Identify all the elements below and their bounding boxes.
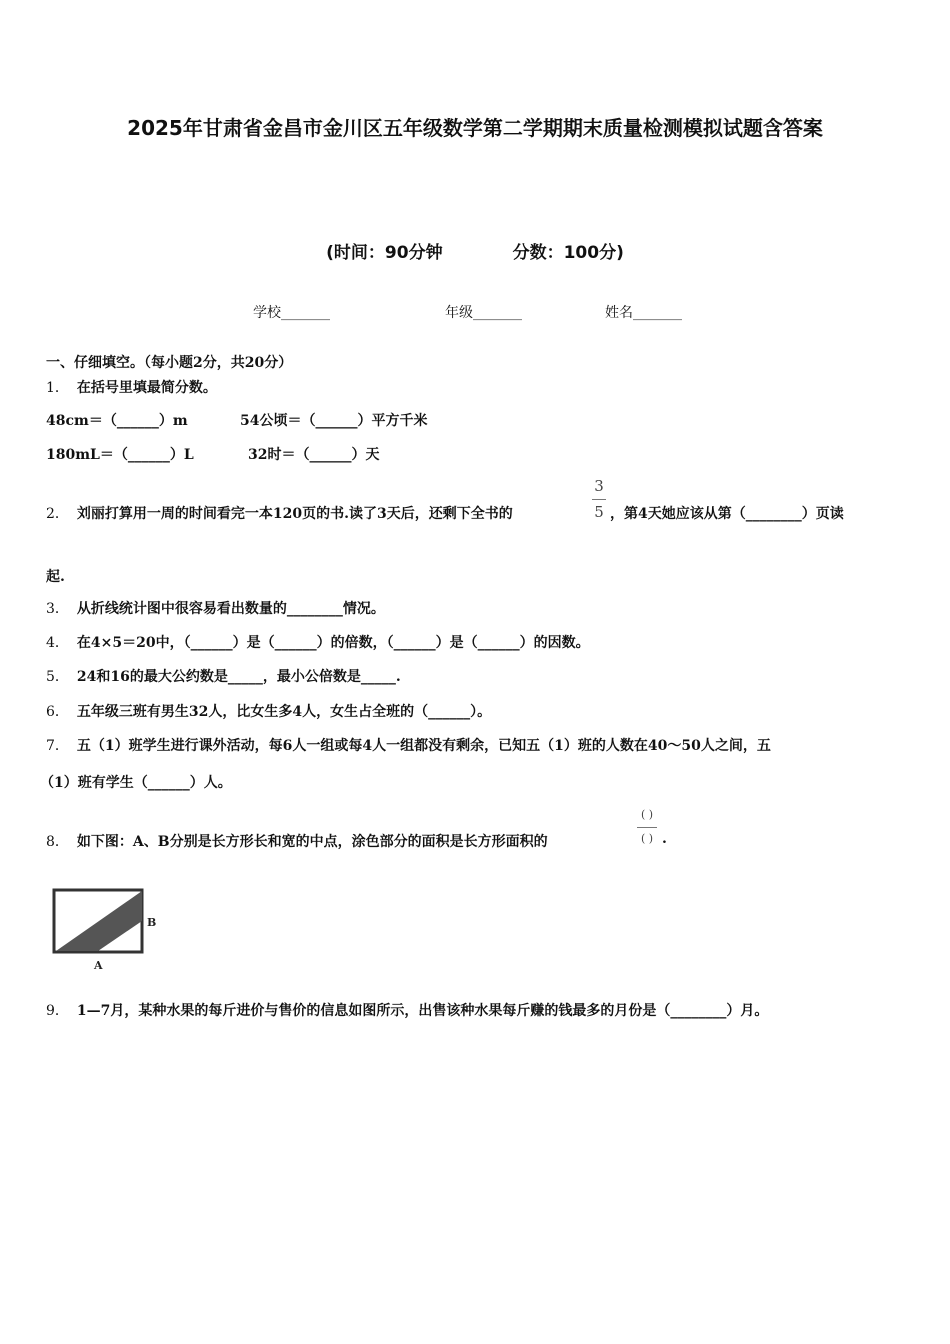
page-title: 2025年甘肃省金昌市金川区五年级数学第二学期期末质量检测模拟试题含答案 [127, 116, 823, 140]
question-text: 从折线统计图中很容易看出数量的________情况。 [76, 601, 385, 617]
question-1 [46, 377, 217, 397]
question-text: 1—7月，某种水果的每斤进价与售价的信息如图所示，出售该种水果每斤赚的钱最多的月份是（________）月。 [76, 1003, 769, 1019]
question-text: 刘丽打算用一周的时间看完一本120页的书.读了3天后，还剩下全书的 [76, 506, 513, 522]
question-number: 4． [46, 635, 69, 651]
fraction-blank [637, 808, 657, 845]
fraction-denominator: ( ) [640, 832, 654, 845]
name-field: 姓名_______ [605, 305, 682, 321]
fraction-three-fifths [592, 476, 606, 521]
section-heading: 一、仔细填空。（每小题2分，共20分） [46, 355, 293, 371]
question-number: 9． [46, 1003, 69, 1019]
exam-time: (时间：90分钟 [326, 243, 443, 263]
q1-item-c: 180mL＝（______）L [46, 447, 194, 463]
question-number: 6． [46, 704, 69, 720]
question-3 [46, 598, 385, 618]
question-text: 在括号里填最简分数。 [76, 380, 217, 396]
question-number: 2． [46, 506, 69, 522]
question-text: 如下图：A、B分别是长方形长和宽的中点，涂色部分的面积是长方形面积的 [76, 834, 548, 850]
shaded-region [56, 891, 142, 951]
question-number: 8． [46, 834, 69, 850]
grade-field: 年级_______ [445, 305, 522, 321]
fraction-numerator: 3 [594, 477, 604, 495]
question-text: 五年级三班有男生32人，比女生多4人，女生占全班的（______）。 [76, 704, 492, 720]
question-7 [46, 735, 771, 755]
q1-item-b: 54公顷＝（______）平方千米 [240, 413, 428, 429]
fraction-denominator: 5 [594, 503, 604, 521]
q1-item-d: 32时＝（______）天 [248, 447, 380, 463]
question-text: 24和16的最大公约数是_____，最小公倍数是_____. [76, 669, 401, 685]
school-field: 学校_______ [253, 305, 330, 321]
question-4 [46, 632, 590, 652]
question-number: 3． [46, 601, 69, 617]
label-b: B [147, 916, 157, 929]
rectangle-figure [48, 885, 168, 977]
question-8-end: . [662, 831, 667, 847]
fraction-numerator: ( ) [640, 808, 654, 821]
question-text: 五（1）班学生进行课外活动，每6人一组或每4人一组都没有剩余，已知五（1）班的人数在40～50人之间，五 [76, 738, 771, 754]
question-5 [46, 666, 401, 686]
question-8 [46, 831, 548, 851]
question-2 [46, 503, 513, 523]
question-2-end: 起. [46, 569, 65, 585]
exam-meta [0, 238, 950, 263]
question-9 [46, 1000, 768, 1020]
label-a: A [94, 959, 103, 972]
exam-score: 分数：100分) [512, 243, 624, 263]
question-7-continued: （1）班有学生（______）人。 [40, 775, 232, 791]
question-number: 5． [46, 669, 69, 685]
question-text: 在4×5＝20中，（______）是（______）的倍数，（______）是（______）的因数。 [76, 635, 590, 651]
question-number: 1． [46, 380, 69, 396]
question-2-continued: ，第4天她应该从第（________）页读 [610, 506, 844, 522]
q1-item-a: 48cm＝（______）m [46, 413, 188, 429]
question-6 [46, 701, 491, 721]
question-number: 7． [46, 738, 69, 754]
